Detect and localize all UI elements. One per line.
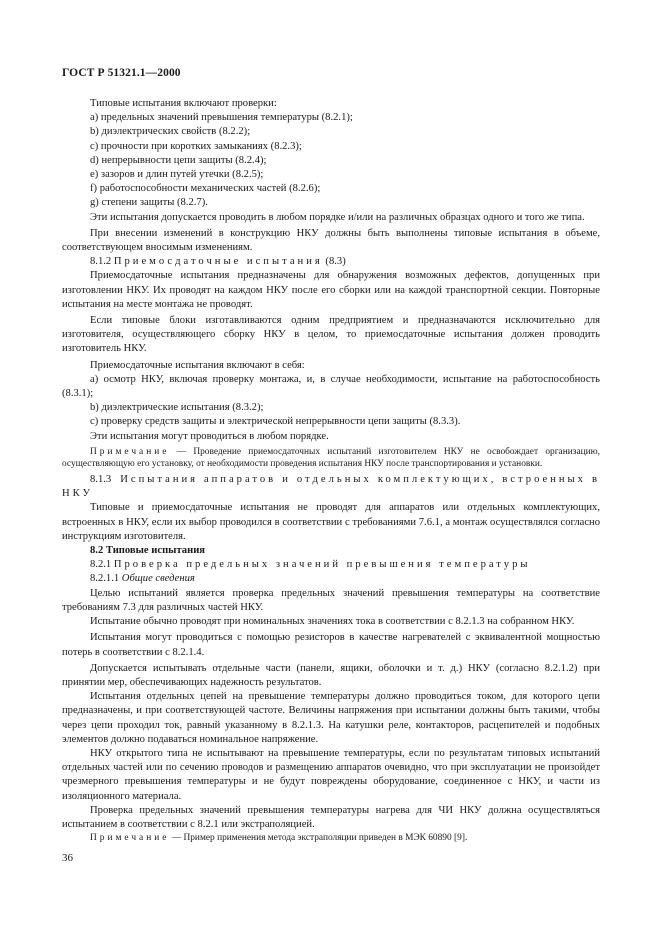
paragraph: НКУ открытого типа не испытывают на превышение температуры, если по результатам типовых испытаний отдельных частей или по сечению проводов и размещению аппаратов очевидно, что при эксплуатации не произойдет чрезмерного превышения температуры и не будут повреждены оборудование, соединенное с НКУ, и части из изоляционного материала. [62, 747, 600, 802]
note [62, 446, 600, 471]
paragraph: При внесении изменений в конструкцию НКУ должны быть выполнены типовые испытания в объеме, соответствующем вносимым изменениям. [62, 227, 600, 254]
section-heading-8-1-2 [62, 255, 600, 269]
list-item: a) предельных значений превышения температуры (8.2.1); [90, 112, 353, 124]
accept-intro: Приемосдаточные испытания включают в себя: [90, 359, 305, 371]
paragraph: Приемосдаточные испытания предназначены для обнаружения возможных дефектов, допущенных при изготовлении НКУ. Их проводят на каждом НКУ после его сборки или на каждой транспортной секции. Повторные испытания на месте монтажа не проводят. [62, 270, 600, 310]
section-number: 8.2.1 [90, 559, 112, 571]
list-item: a) осмотр НКУ, включая проверку монтажа, и, в случае необходимости, испытание на работоспособность (8.3.1); [62, 373, 600, 400]
paragraph: Испытания могут проводиться с помощью резисторов в качестве нагревателей с эквивалентной мощностью потерь в соответствии с 8.2.1.4. [62, 632, 600, 658]
section-title: Проверка предельных значений превышения температуры [113, 559, 531, 571]
list-item: f) работоспособности механических частей (8.2.6); [90, 183, 321, 195]
note-text: — Пример применения метода экстраполяции приведен в МЭК 60890 [9]. [169, 833, 468, 844]
section-heading-8-2-1-1 [62, 572, 600, 586]
paragraph: Испытание обычно проводят при номинальных значениях тока в соответствии с 8.2.1.3 на собранном НКУ. [90, 616, 575, 628]
section-title: Испытания аппаратов и отдельных комплектующих, встроенных в НКУ [62, 474, 600, 500]
section-title: Общие сведения [121, 573, 195, 585]
paragraph: Типовые и приемосдаточные испытания не проводят для аппаратов или отдельных комплектующих, встроенных в НКУ, если их выбор проводился в соответствии с требованиями 7.6.1, а монтаж осуществлялся согласно инструкциям изготовителя. [62, 502, 600, 542]
note-label: Примечание [90, 833, 170, 844]
paragraph: Целью испытаний является проверка предельных значений превышения температуры на соответствие требованиям 7.3 для различных частей НКУ. [62, 587, 600, 613]
type-tests-intro: Типовые испытания включают проверки: [90, 98, 277, 109]
document-body [62, 97, 600, 845]
list-item: b) диэлектрические испытания (8.3.2); [90, 402, 264, 414]
paragraph: Допускается испытывать отдельные части (панели, ящики, оболочки и т. д.) НКУ (согласно 8.2.1.2) при принятии мер, обеспечивающих надежность результатов. [62, 662, 600, 688]
section-number: 8.1.3 [90, 474, 112, 486]
list-item: b) диэлектрических свойств (8.2.2); [90, 126, 251, 138]
section-number: 8.2.1.1 [90, 573, 120, 585]
list-item: c) прочности при коротких замыканиях (8.2.3); [90, 140, 302, 152]
page-number: 36 [62, 852, 73, 864]
paragraph: Эти испытания допускается проводить в любом порядке и/или на различных образцах одного и того же типа. [90, 211, 585, 223]
section-ref: (8.3) [325, 256, 346, 268]
list-item: e) зазоров и длин путей утечки (8.2.5); [90, 169, 264, 181]
paragraph: Эти испытания могут проводиться в любом порядке. [90, 430, 329, 442]
section-title: Приемосдаточные испытания [113, 256, 323, 268]
list-item: g) степени защиты (8.2.7). [90, 197, 208, 209]
note-label: Примечание [90, 446, 170, 457]
paragraph: Проверка предельных значений превышения температуры нагрева для ЧИ НКУ должна осуществляться испытанием в соответствии с 8.2.1 или экстраполяцией. [62, 804, 600, 830]
section-heading-8-1-3 [62, 473, 600, 501]
list-item: c) проверку средств защиты и электрической непрерывности цепи защиты (8.3.3). [90, 416, 461, 428]
paragraph: Если типовые блоки изготавливаются одним предприятием и предназначаются исключительно для изготовителя, осуществляющего сборку НКУ в целом, то приемосдаточные испытания должен проводить изготовитель НКУ. [62, 315, 600, 355]
list-item: d) непрерывности цепи защиты (8.2.4); [90, 154, 267, 166]
note-text: — Проведение приемосдаточных испытаний изготовителем НКУ не освобождает организацию, осуществляющую его установку, от необходимости проведения испытания НКУ после транспортирования и установки. [62, 446, 600, 470]
section-number: 8.1.2 [90, 256, 112, 268]
document-header: ГОСТ Р 51321.1—2000 [62, 67, 181, 79]
section-heading-8-2: 8.2 Типовые испытания [90, 545, 206, 557]
paragraph: Испытания отдельных цепей на превышение температуры должно проводиться током, для которого цепи предназначены, и при соответствующей частоте. Величины напряжения при испытании должны быть такими, чтобы через цепи проходил ток, равный указанному в 8.2.1.3. На катушки реле, контакторов, расцепителей и подобных элементов должно подаваться номинальное напряжение. [62, 691, 600, 745]
note [62, 832, 600, 845]
section-heading-8-2-1 [62, 558, 600, 572]
